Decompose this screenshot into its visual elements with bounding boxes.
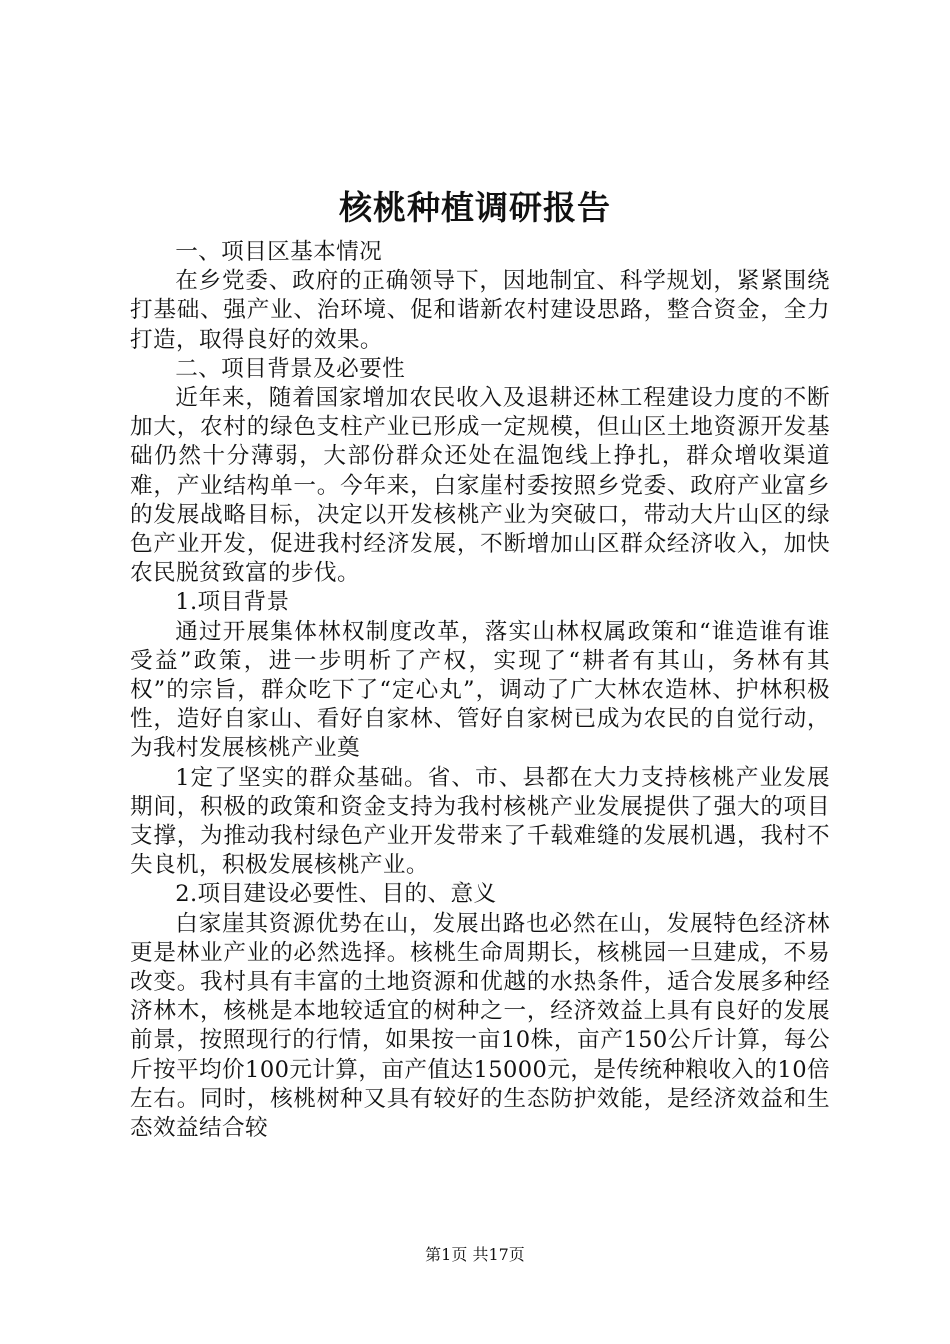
section-heading: 二、项目背景及必要性 — [175, 355, 406, 382]
body-paragraph: 1定了坚实的群众基础。省、市、县都在大力支持核桃产业发展期间，积极的政策和资金支持为我村核桃产业发展提供了强大的项目支撑，为推动我村绿色产业开发带来了千载难缝的发展机遇，我村不失良机，积极发展核桃产业。 — [130, 764, 830, 879]
body-paragraph: 在乡党委、政府的正确领导下，因地制宜、科学规划，紧紧围绕打基础、强产业、治环境、促和谐新农村建设思路，整合资金，全力打造，取得良好的效果。 — [130, 268, 830, 353]
document-body — [130, 238, 830, 1143]
subsection-heading: 2.项目建设必要性、目的、意义 — [175, 881, 497, 908]
page-footer: 第1页 共17页 — [425, 1245, 525, 1264]
subsection-heading: 1.项目背景 — [175, 589, 290, 616]
body-paragraph: 白家崖其资源优势在山，发展出路也必然在山，发展特色经济林更是林业产业的必然选择。核桃生命周期长，核桃园一旦建成，不易改变。我村具有丰富的土地资源和优越的水热条件，适合发展多种经济林木，核桃是本地较适宜的树种之一，经济效益上具有良好的发展前景，按照现行的行情，如果按一亩10株，亩产150公斤计算，每公斤按平均价100元计算，亩产值达15000元，是传统种粮收入的10倍左右。同时，核桃树种又具有较好的生态防护效能，是经济效益和生态效益结合较 — [130, 910, 830, 1142]
body-paragraph: 近年来，随着国家增加农民收入及退耕还林工程建设力度的不断加大，农村的绿色支柱产业已形成一定规模，但山区土地资源开发基础仍然十分薄弱，大部份群众还处在温饱线上挣扎，群众增收渠道难，产业结构单一。今年来，白家崖村委按照乡党委、政府产业富乡的发展战略目标，决定以开发核桃产业为突破口，带动大片山区的绿色产业开发，促进我村经济发展，不断增加山区群众经济收入，加快农民脱贫致富的步伐。 — [130, 385, 830, 587]
section-heading: 一、项目区基本情况 — [175, 239, 383, 265]
body-paragraph: 通过开展集体林权制度改革，落实山林权属政策和“谁造谁有谁受益”政策，进一步明析了产权，实现了“耕者有其山，务林有其权”的宗旨，群众吃下了“定心丸”，调动了广大林农造林、护林积极性，造好自家山、看好自家林、管好自家树已成为农民的自觉行动，为我村发展核桃产业奠 — [130, 618, 831, 762]
document-title: 核桃种植调研报告 — [339, 188, 611, 227]
